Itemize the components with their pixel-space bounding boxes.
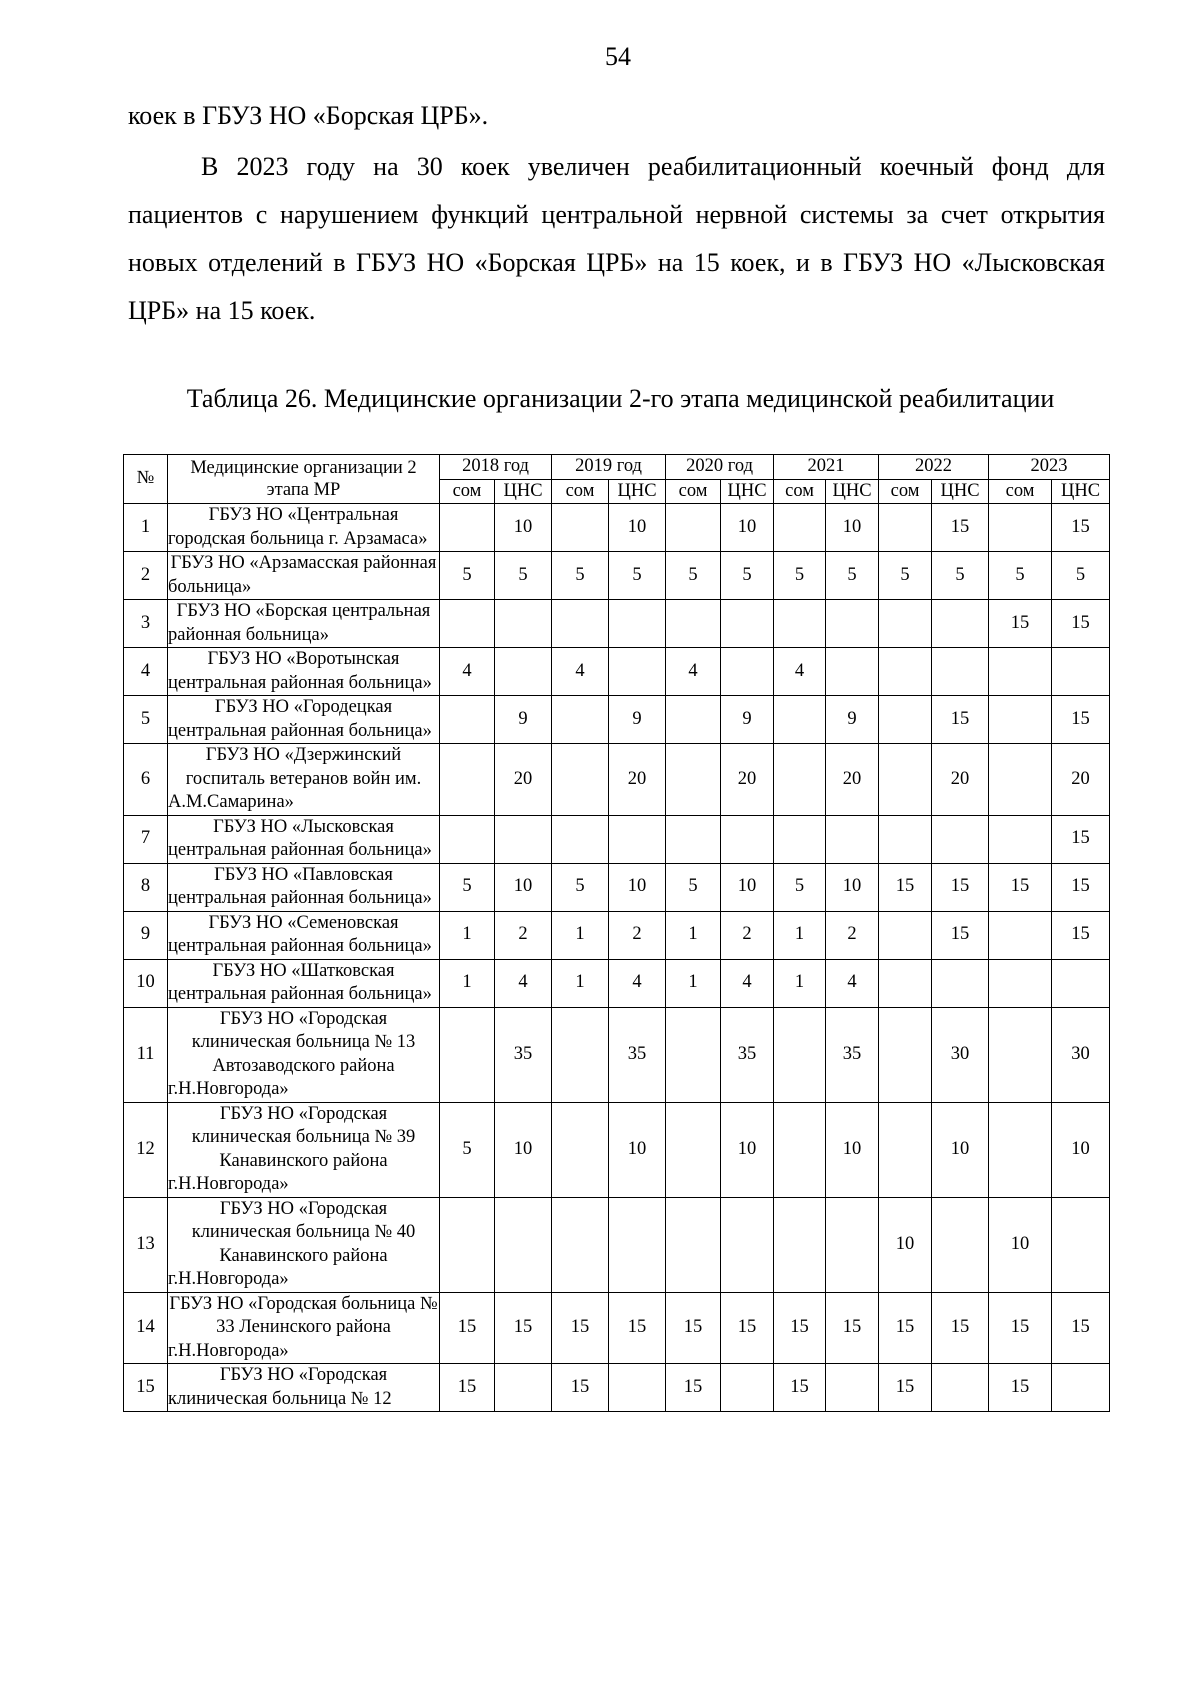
som-beds-cell: 1 [666, 959, 721, 1007]
som-beds-cell: 1 [774, 911, 826, 959]
som-beds-cell: 15 [774, 1292, 826, 1364]
som-beds-cell [774, 600, 826, 648]
row-number: 13 [124, 1197, 168, 1292]
header-som: сом [552, 479, 609, 504]
cns-beds-cell: 20 [826, 744, 879, 816]
som-beds-cell [774, 744, 826, 816]
som-beds-cell [666, 600, 721, 648]
header-som: сом [440, 479, 495, 504]
som-beds-cell: 4 [552, 648, 609, 696]
table-row [124, 863, 1110, 911]
header-cns: ЦНС [609, 479, 666, 504]
cns-beds-cell: 9 [721, 696, 774, 744]
som-beds-cell [666, 504, 721, 552]
cns-beds-cell: 20 [1052, 744, 1110, 816]
som-beds-cell: 15 [989, 863, 1052, 911]
som-beds-cell [440, 696, 495, 744]
som-beds-cell: 4 [774, 648, 826, 696]
cns-beds-cell [826, 1364, 879, 1412]
table-row [124, 600, 1110, 648]
header-cns: ЦНС [495, 479, 552, 504]
cns-beds-cell [495, 815, 552, 863]
cns-beds-cell [932, 815, 989, 863]
som-beds-cell: 1 [666, 911, 721, 959]
som-beds-cell: 15 [989, 1364, 1052, 1412]
cns-beds-cell: 35 [826, 1007, 879, 1102]
organization-name: ГБУЗ НО «Городская больница № 33 Ленинского района г.Н.Новгорода» [168, 1292, 440, 1364]
cns-beds-cell: 9 [826, 696, 879, 744]
som-beds-cell: 15 [989, 600, 1052, 648]
header-organization: Медицинские организации 2 этапа МР [168, 455, 440, 504]
cns-beds-cell [1052, 648, 1110, 696]
som-beds-cell [666, 815, 721, 863]
table-row [124, 1197, 1110, 1292]
som-beds-cell: 15 [879, 863, 932, 911]
cns-beds-cell: 4 [495, 959, 552, 1007]
cns-beds-cell: 10 [609, 1102, 666, 1197]
organization-name: ГБУЗ НО «Арзамасская районная больница» [168, 552, 440, 600]
organization-name: ГБУЗ НО «Городская клиническая больница № 13 Автозаводского района г.Н.Новгорода» [168, 1007, 440, 1102]
row-number: 10 [124, 959, 168, 1007]
som-beds-cell [552, 696, 609, 744]
organization-name: ГБУЗ НО «Воротынская центральная районная больница» [168, 648, 440, 696]
cns-beds-cell [932, 1364, 989, 1412]
som-beds-cell: 5 [552, 863, 609, 911]
som-beds-cell [879, 744, 932, 816]
organization-name: ГБУЗ НО «Шатковская центральная районная больница» [168, 959, 440, 1007]
cns-beds-cell: 15 [932, 696, 989, 744]
som-beds-cell [552, 744, 609, 816]
cns-beds-cell: 15 [826, 1292, 879, 1364]
header-year: 2019 год [552, 455, 666, 480]
cns-beds-cell: 15 [932, 863, 989, 911]
som-beds-cell: 5 [440, 1102, 495, 1197]
row-number: 7 [124, 815, 168, 863]
cns-beds-cell: 20 [609, 744, 666, 816]
cns-beds-cell: 10 [495, 504, 552, 552]
cns-beds-cell [1052, 959, 1110, 1007]
som-beds-cell [879, 696, 932, 744]
cns-beds-cell: 35 [495, 1007, 552, 1102]
cns-beds-cell: 15 [1052, 911, 1110, 959]
cns-beds-cell: 15 [932, 1292, 989, 1364]
cns-beds-cell: 2 [826, 911, 879, 959]
header-year: 2021 [774, 455, 879, 480]
table-row [124, 1102, 1110, 1197]
som-beds-cell [879, 1102, 932, 1197]
cns-beds-cell [495, 1364, 552, 1412]
table-row [124, 815, 1110, 863]
som-beds-cell [440, 1007, 495, 1102]
cns-beds-cell [609, 815, 666, 863]
som-beds-cell: 1 [440, 911, 495, 959]
header-cns: ЦНС [932, 479, 989, 504]
cns-beds-cell: 5 [932, 552, 989, 600]
row-number: 1 [124, 504, 168, 552]
header-year: 2018 год [440, 455, 552, 480]
cns-beds-cell: 15 [1052, 863, 1110, 911]
row-number: 15 [124, 1364, 168, 1412]
header-som: сом [666, 479, 721, 504]
cns-beds-cell: 5 [826, 552, 879, 600]
cns-beds-cell: 10 [826, 863, 879, 911]
cns-beds-cell: 10 [495, 863, 552, 911]
cns-beds-cell [826, 648, 879, 696]
som-beds-cell: 5 [440, 863, 495, 911]
organization-name: ГБУЗ НО «Городская клиническая больница № 39 Канавинского района г.Н.Новгорода» [168, 1102, 440, 1197]
cns-beds-cell [826, 815, 879, 863]
som-beds-cell [989, 911, 1052, 959]
cns-beds-cell [1052, 1197, 1110, 1292]
row-number: 4 [124, 648, 168, 696]
som-beds-cell [989, 648, 1052, 696]
som-beds-cell: 10 [879, 1197, 932, 1292]
cns-beds-cell: 15 [495, 1292, 552, 1364]
header-num: № [124, 455, 168, 504]
cns-beds-cell [609, 1364, 666, 1412]
som-beds-cell [879, 648, 932, 696]
som-beds-cell: 1 [552, 911, 609, 959]
organization-name: ГБУЗ НО «Семеновская центральная районная больница» [168, 911, 440, 959]
table-row [124, 959, 1110, 1007]
header-cns: ЦНС [826, 479, 879, 504]
cns-beds-cell: 2 [721, 911, 774, 959]
cns-beds-cell: 5 [495, 552, 552, 600]
organization-name: ГБУЗ НО «Павловская центральная районная больница» [168, 863, 440, 911]
som-beds-cell [989, 696, 1052, 744]
cns-beds-cell [826, 1197, 879, 1292]
table-row [124, 648, 1110, 696]
organization-name: ГБУЗ НО «Борская центральная районная больница» [168, 600, 440, 648]
som-beds-cell [666, 1102, 721, 1197]
cns-beds-cell: 4 [721, 959, 774, 1007]
som-beds-cell: 5 [989, 552, 1052, 600]
rehab-organizations-table [123, 454, 1110, 1412]
som-beds-cell [989, 815, 1052, 863]
cns-beds-cell: 15 [1052, 600, 1110, 648]
som-beds-cell [666, 1197, 721, 1292]
row-number: 8 [124, 863, 168, 911]
header-year: 2022 [879, 455, 989, 480]
cns-beds-cell: 10 [495, 1102, 552, 1197]
som-beds-cell: 5 [879, 552, 932, 600]
cns-beds-cell [721, 1197, 774, 1292]
som-beds-cell [879, 600, 932, 648]
cns-beds-cell: 15 [1052, 696, 1110, 744]
table-body [124, 504, 1110, 1412]
som-beds-cell [989, 1007, 1052, 1102]
cns-beds-cell [495, 600, 552, 648]
header-som: сом [879, 479, 932, 504]
cns-beds-cell [721, 600, 774, 648]
som-beds-cell: 5 [666, 552, 721, 600]
cns-beds-cell [495, 1197, 552, 1292]
cns-beds-cell [721, 1364, 774, 1412]
cns-beds-cell [609, 648, 666, 696]
som-beds-cell [440, 1197, 495, 1292]
som-beds-cell [989, 959, 1052, 1007]
som-beds-cell [879, 911, 932, 959]
som-beds-cell: 1 [552, 959, 609, 1007]
som-beds-cell [440, 744, 495, 816]
som-beds-cell [440, 815, 495, 863]
som-beds-cell [666, 1007, 721, 1102]
cns-beds-cell [826, 600, 879, 648]
cns-beds-cell: 10 [1052, 1102, 1110, 1197]
som-beds-cell: 10 [989, 1197, 1052, 1292]
som-beds-cell [989, 504, 1052, 552]
row-number: 12 [124, 1102, 168, 1197]
organization-name: ГБУЗ НО «Городская клиническая больница № 12 [168, 1364, 440, 1412]
som-beds-cell [552, 815, 609, 863]
header-som: сом [989, 479, 1052, 504]
cns-beds-cell: 5 [609, 552, 666, 600]
paragraph-main: В 2023 году на 30 коек увеличен реабилитационный коечный фонд для пациентов с нарушением функций центральной нервной системы за счет открытия новых отделений в ГБУЗ НО «Борская ЦРБ» на 15 коек, и в ГБУЗ НО «Лысковская ЦРБ» на 15 коек. [128, 152, 1105, 325]
cns-beds-cell: 9 [495, 696, 552, 744]
som-beds-cell: 5 [774, 552, 826, 600]
som-beds-cell: 15 [879, 1292, 932, 1364]
row-number: 5 [124, 696, 168, 744]
table-row [124, 552, 1110, 600]
som-beds-cell [552, 504, 609, 552]
cns-beds-cell: 15 [932, 911, 989, 959]
som-beds-cell: 4 [440, 648, 495, 696]
organization-name: ГБУЗ НО «Городская клиническая больница № 40 Канавинского района г.Н.Новгорода» [168, 1197, 440, 1292]
som-beds-cell: 5 [774, 863, 826, 911]
som-beds-cell [774, 815, 826, 863]
cns-beds-cell: 2 [495, 911, 552, 959]
table-row [124, 504, 1110, 552]
cns-beds-cell: 4 [826, 959, 879, 1007]
table-caption: Таблица 26. Медицинские организации 2-го этапа медицинской реабилитации [186, 384, 1055, 413]
som-beds-cell [552, 1007, 609, 1102]
som-beds-cell: 15 [666, 1364, 721, 1412]
cns-beds-cell [495, 648, 552, 696]
cns-beds-cell: 10 [609, 863, 666, 911]
som-beds-cell: 5 [666, 863, 721, 911]
som-beds-cell: 15 [774, 1364, 826, 1412]
table-row [124, 911, 1110, 959]
header-som: сом [774, 479, 826, 504]
cns-beds-cell [932, 1197, 989, 1292]
cns-beds-cell: 5 [721, 552, 774, 600]
cns-beds-cell: 15 [1052, 815, 1110, 863]
som-beds-cell [879, 815, 932, 863]
header-year: 2020 год [666, 455, 774, 480]
cns-beds-cell [932, 600, 989, 648]
cns-beds-cell [932, 648, 989, 696]
cns-beds-cell [721, 815, 774, 863]
cns-beds-cell [609, 1197, 666, 1292]
cns-beds-cell: 10 [721, 504, 774, 552]
table-row [124, 1364, 1110, 1412]
row-number: 9 [124, 911, 168, 959]
cns-beds-cell: 10 [826, 504, 879, 552]
som-beds-cell: 15 [666, 1292, 721, 1364]
header-cns: ЦНС [1052, 479, 1110, 504]
organization-name: ГБУЗ НО «Городецкая центральная районная больница» [168, 696, 440, 744]
som-beds-cell [774, 1102, 826, 1197]
cns-beds-cell: 10 [721, 863, 774, 911]
cns-beds-cell: 10 [932, 1102, 989, 1197]
som-beds-cell [989, 1102, 1052, 1197]
cns-beds-cell [609, 600, 666, 648]
header-cns: ЦНС [721, 479, 774, 504]
page-number: 54 [605, 42, 631, 71]
cns-beds-cell: 4 [609, 959, 666, 1007]
cns-beds-cell: 15 [1052, 504, 1110, 552]
row-number: 14 [124, 1292, 168, 1364]
cns-beds-cell: 20 [932, 744, 989, 816]
cns-beds-cell: 9 [609, 696, 666, 744]
table-row [124, 744, 1110, 816]
cns-beds-cell: 10 [721, 1102, 774, 1197]
cns-beds-cell: 35 [609, 1007, 666, 1102]
organization-name: ГБУЗ НО «Лысковская центральная районная больница» [168, 815, 440, 863]
som-beds-cell: 15 [989, 1292, 1052, 1364]
cns-beds-cell: 15 [609, 1292, 666, 1364]
cns-beds-cell: 5 [1052, 552, 1110, 600]
paragraph-continuation: коек в ГБУЗ НО «Борская ЦРБ». [128, 101, 489, 130]
som-beds-cell: 15 [552, 1292, 609, 1364]
row-number: 2 [124, 552, 168, 600]
som-beds-cell [552, 600, 609, 648]
cns-beds-cell: 35 [721, 1007, 774, 1102]
som-beds-cell [774, 1007, 826, 1102]
table-row [124, 696, 1110, 744]
cns-beds-cell: 30 [1052, 1007, 1110, 1102]
som-beds-cell: 5 [552, 552, 609, 600]
som-beds-cell: 1 [774, 959, 826, 1007]
som-beds-cell [666, 744, 721, 816]
som-beds-cell [879, 959, 932, 1007]
som-beds-cell [989, 744, 1052, 816]
cns-beds-cell [932, 959, 989, 1007]
som-beds-cell [440, 504, 495, 552]
organization-name: ГБУЗ НО «Дзержинский госпиталь ветеранов войн им. А.М.Самарина» [168, 744, 440, 816]
som-beds-cell: 1 [440, 959, 495, 1007]
cns-beds-cell: 20 [721, 744, 774, 816]
som-beds-cell: 15 [440, 1292, 495, 1364]
row-number: 11 [124, 1007, 168, 1102]
table-row [124, 1007, 1110, 1102]
som-beds-cell: 15 [440, 1364, 495, 1412]
cns-beds-cell [721, 648, 774, 696]
som-beds-cell [774, 696, 826, 744]
table-row [124, 1292, 1110, 1364]
som-beds-cell [774, 504, 826, 552]
row-number: 6 [124, 744, 168, 816]
cns-beds-cell: 20 [495, 744, 552, 816]
som-beds-cell: 4 [666, 648, 721, 696]
som-beds-cell [666, 696, 721, 744]
cns-beds-cell: 2 [609, 911, 666, 959]
som-beds-cell [879, 504, 932, 552]
header-row-years [124, 455, 1110, 480]
som-beds-cell: 15 [552, 1364, 609, 1412]
som-beds-cell [774, 1197, 826, 1292]
row-number: 3 [124, 600, 168, 648]
som-beds-cell [440, 600, 495, 648]
organization-name: ГБУЗ НО «Центральная городская больница г. Арзамаса» [168, 504, 440, 552]
som-beds-cell [552, 1197, 609, 1292]
cns-beds-cell: 30 [932, 1007, 989, 1102]
cns-beds-cell [1052, 1364, 1110, 1412]
som-beds-cell [552, 1102, 609, 1197]
cns-beds-cell: 15 [721, 1292, 774, 1364]
som-beds-cell: 15 [879, 1364, 932, 1412]
header-year: 2023 [989, 455, 1110, 480]
cns-beds-cell: 10 [609, 504, 666, 552]
cns-beds-cell: 15 [932, 504, 989, 552]
som-beds-cell [879, 1007, 932, 1102]
cns-beds-cell: 10 [826, 1102, 879, 1197]
som-beds-cell: 5 [440, 552, 495, 600]
cns-beds-cell: 15 [1052, 1292, 1110, 1364]
